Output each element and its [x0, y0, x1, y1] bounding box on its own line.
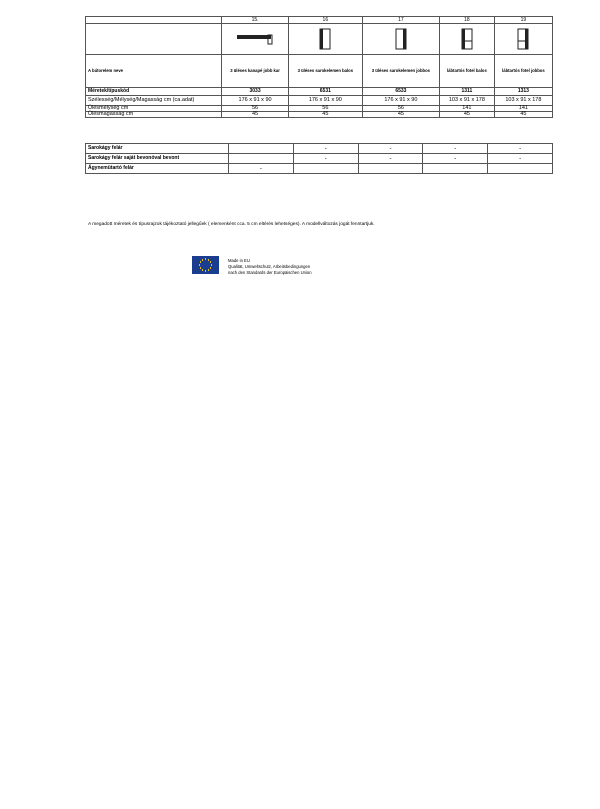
eu-origin-text: [228, 258, 312, 276]
surcharge-row: [86, 144, 553, 154]
item-name: lábtartós fotel jobbos: [494, 55, 552, 88]
surcharge-value: [423, 164, 488, 174]
column-number: 17: [362, 17, 439, 24]
seat-height: 45: [494, 112, 552, 118]
surcharge-label: Ágynemütartó felár: [86, 164, 229, 174]
dimensions: 176 x 91 x 90: [362, 96, 439, 106]
dimensions: 176 x 91 x 90: [222, 96, 289, 106]
surcharge-value: [229, 154, 294, 164]
image-row: [86, 24, 553, 55]
product-table: [85, 16, 553, 118]
footrest-armchair-right-icon: [494, 24, 552, 55]
surcharge-label: Sarokágy felár: [86, 144, 229, 154]
type-code: 1311: [440, 88, 495, 96]
eu-star-icon: [200, 267, 202, 269]
seat-height: 45: [288, 112, 362, 118]
surcharge-value: -: [423, 154, 488, 164]
column-number: 15.: [222, 17, 289, 24]
surcharge-value: [229, 144, 294, 154]
code-label: Méretek/típuskód: [86, 88, 222, 96]
type-code: 3033: [222, 88, 289, 96]
eu-flag-icon: [192, 256, 219, 274]
eu-star-icon: [200, 261, 202, 263]
surcharge-value: -: [488, 154, 553, 164]
eu-line: Made in EU: [228, 258, 250, 263]
item-name: lábtartós fotel balos: [440, 55, 495, 88]
surcharge-value: -: [293, 144, 358, 154]
surcharge-value: [293, 164, 358, 174]
column-number: 16: [288, 17, 362, 24]
surcharge-value: -: [358, 154, 423, 164]
seat-height: 45: [440, 112, 495, 118]
eu-line: Qualität, Umweltschutz, Arbeitsbedingungen: [228, 264, 311, 269]
footrest-armchair-left-icon: [440, 24, 495, 55]
surcharge-value: -: [293, 154, 358, 164]
seat-depth-label: Ülésmélység cm: [86, 106, 222, 112]
surcharge-value: [358, 164, 423, 174]
type-code: 6533: [362, 88, 439, 96]
seat-depth: 56: [222, 106, 289, 112]
seat-height: 45: [222, 112, 289, 118]
dimensions: 103 x 91 x 178: [440, 96, 495, 106]
seat-depth: 56: [288, 106, 362, 112]
corner-element-left-icon: [288, 24, 362, 55]
name-row: [86, 55, 553, 88]
item-name: 3 üléses sarokelemen jobbos: [362, 55, 439, 88]
seat-height-label: Ülésmagasság cm: [86, 112, 222, 118]
surcharge-row: [86, 164, 553, 174]
seat-depth: 56: [362, 106, 439, 112]
eu-star-icon: [210, 267, 212, 269]
surcharge-table: [85, 143, 553, 174]
corner-element-right-icon: [362, 24, 439, 55]
seat-height: 45: [362, 112, 439, 118]
surcharge-value: [488, 164, 553, 174]
code-row: [86, 88, 553, 96]
eu-line: nach den Standards der Europäischen Union: [228, 270, 312, 275]
eu-star-icon: [199, 264, 201, 266]
sofa-3seat-right-arm-icon: [222, 24, 289, 55]
eu-star-icon: [205, 258, 207, 260]
eu-star-icon: [210, 261, 212, 263]
eu-star-icon: [205, 270, 207, 272]
seat-height-row: [86, 112, 553, 118]
seat-depth: 141: [494, 106, 552, 112]
type-code: 1313: [494, 88, 552, 96]
seat-depth: 141: [440, 106, 495, 112]
disclaimer-note: A megadott méretek és típusrajzok tájékoztató jellegűek ( elemenként cca. 5 cm eltérés lehetséges). A modellváltozás jogát fenntartjuk.: [88, 222, 375, 227]
corner-cell: [86, 17, 222, 24]
item-name: 3 üléses kanapé jobb kar: [222, 55, 289, 88]
surcharge-value: -: [423, 144, 488, 154]
column-number: 18: [440, 17, 495, 24]
dimensions-row: [86, 96, 553, 106]
image-row-label: [86, 24, 222, 55]
column-number-row: [86, 17, 553, 24]
column-number: 19: [494, 17, 552, 24]
eu-star-icon: [211, 264, 213, 266]
type-code: 6531: [288, 88, 362, 96]
item-name: 3 üléses sarokelemen balos: [288, 55, 362, 88]
eu-star-icon: [208, 269, 210, 271]
dimensions: 176 x 91 x 90: [288, 96, 362, 106]
dimensions: 103 x 91 x 178: [494, 96, 552, 106]
surcharge-value: -: [229, 164, 294, 174]
item-name-label: A bútorelem neve: [86, 55, 222, 88]
surcharge-row: [86, 154, 553, 164]
eu-star-icon: [202, 259, 204, 261]
surcharge-label: Sarokágy felár saját bevonóval bevont: [86, 154, 229, 164]
dimensions-label: Szélesség/Mélység/Magasság cm (ca.adat): [86, 96, 222, 106]
eu-star-icon: [202, 269, 204, 271]
surcharge-value: -: [488, 144, 553, 154]
surcharge-value: -: [358, 144, 423, 154]
